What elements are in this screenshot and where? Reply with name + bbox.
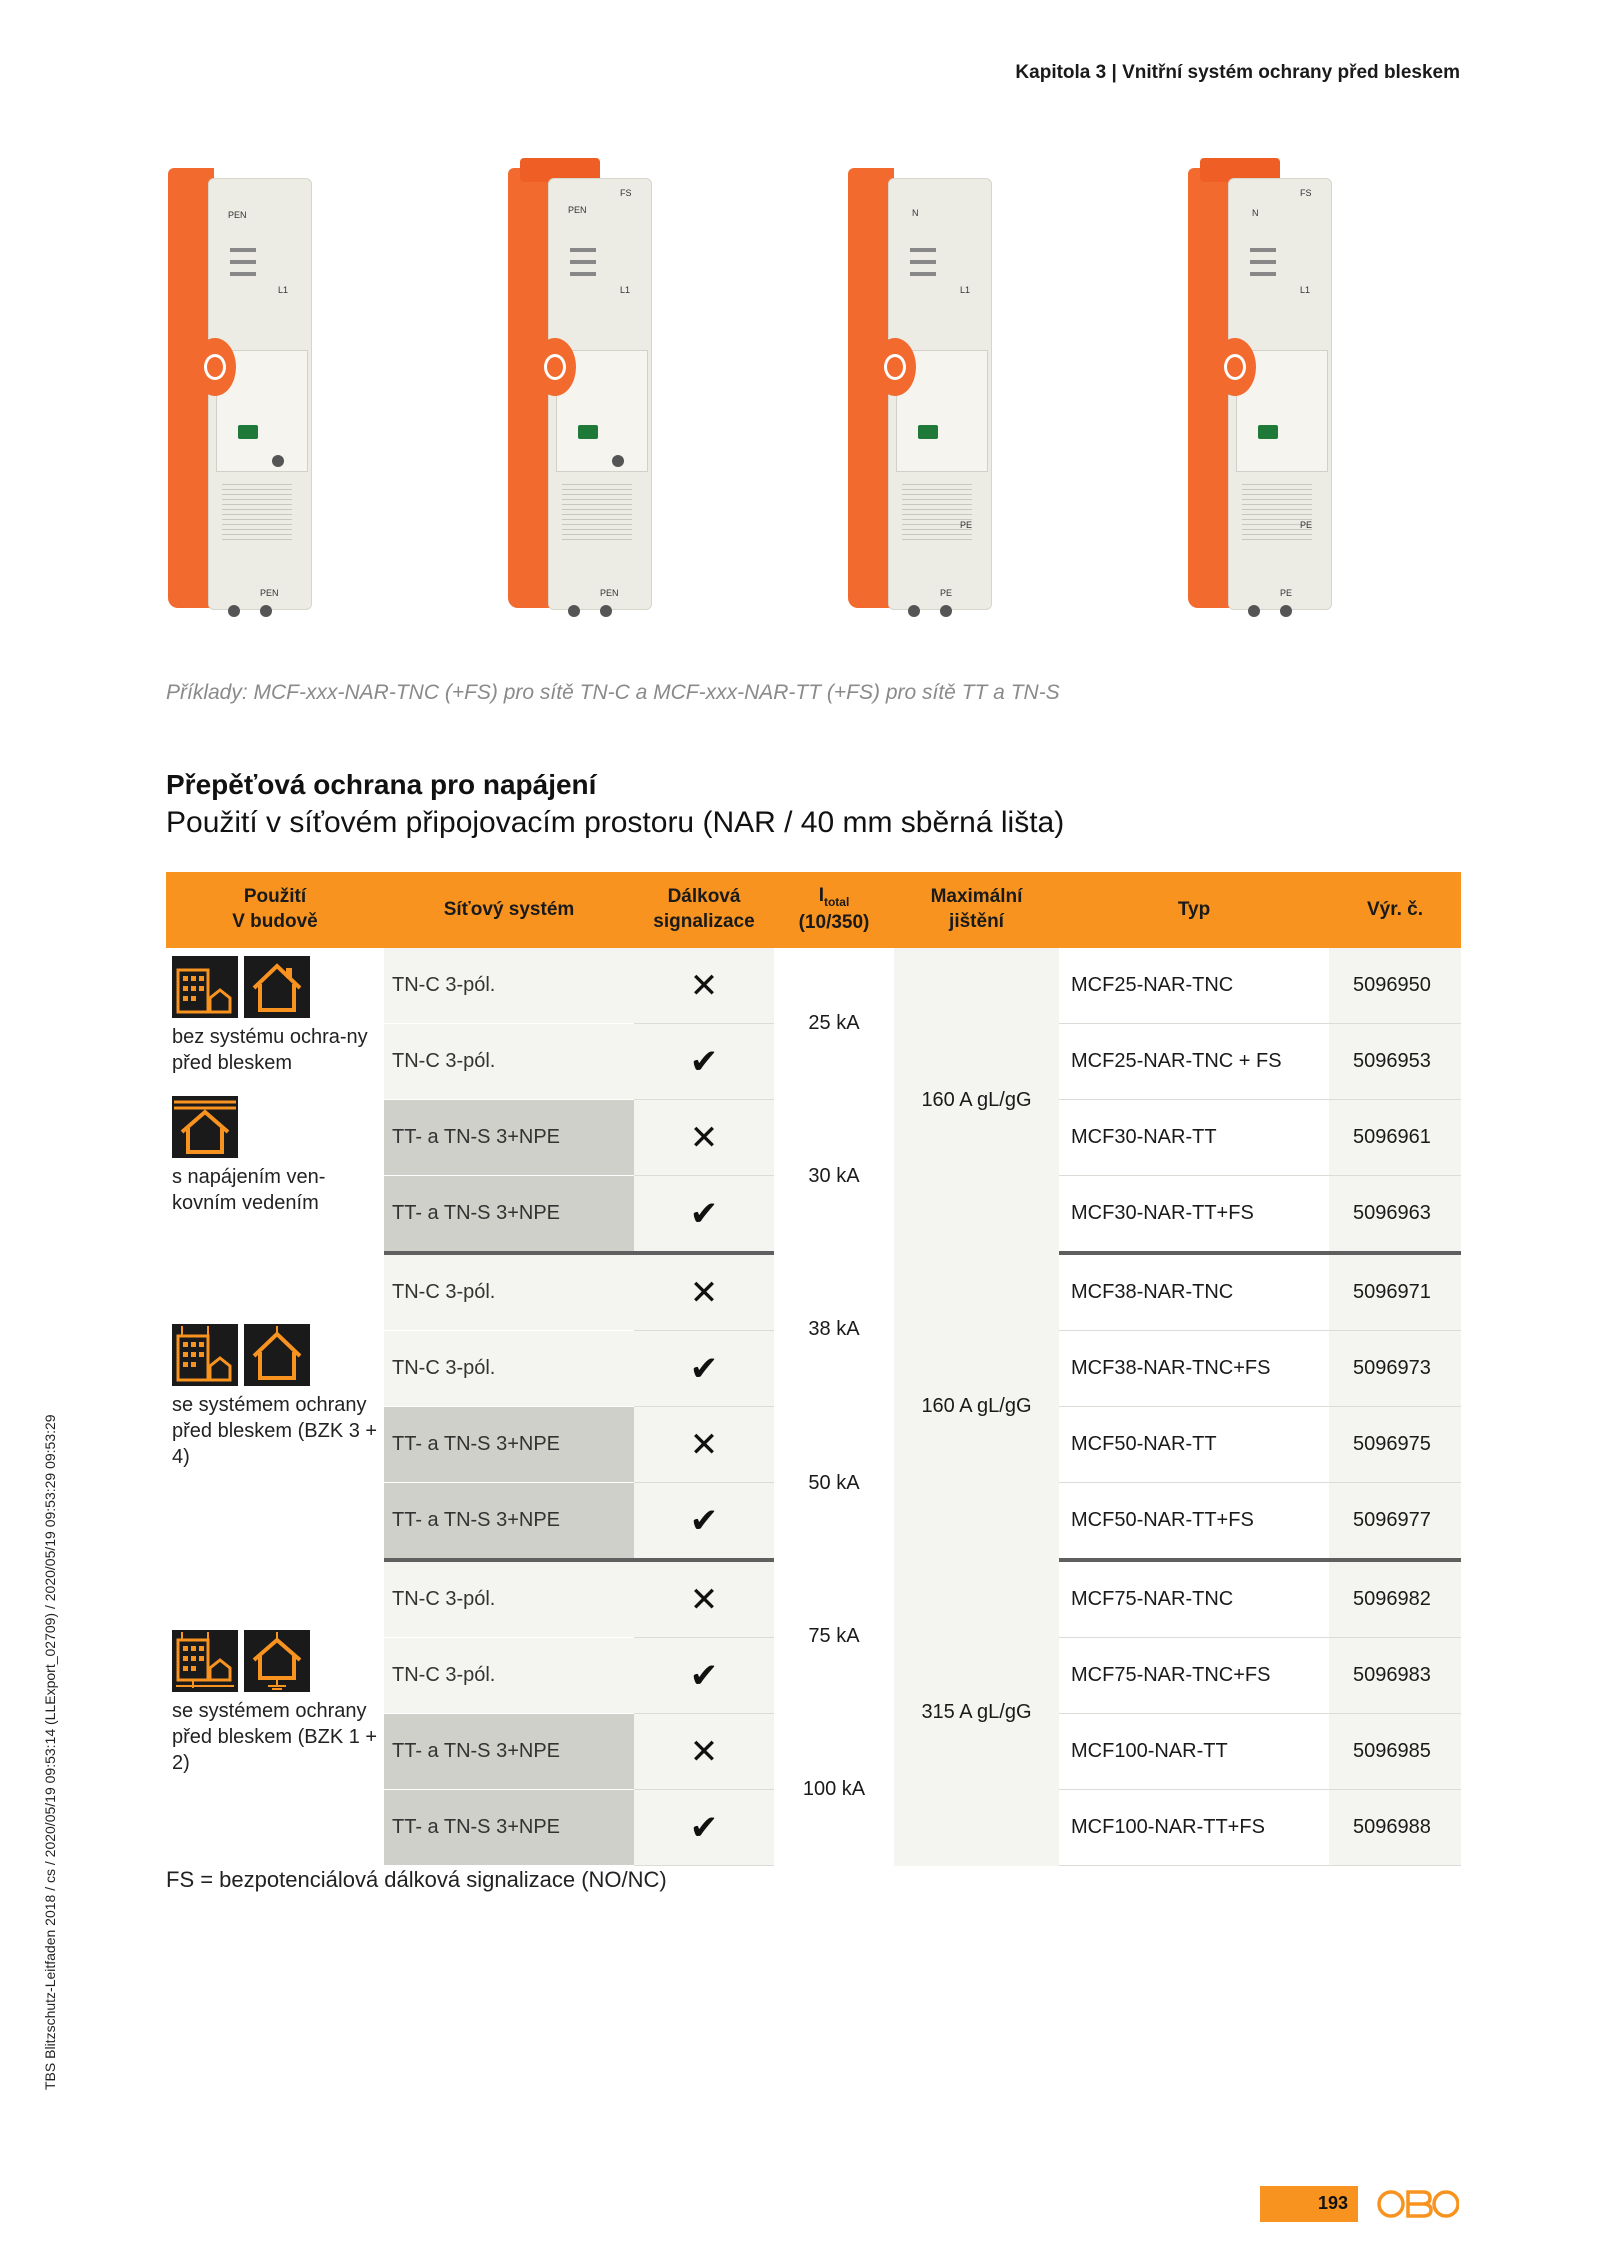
current-cell: 100 kA	[774, 1714, 894, 1866]
obo-logo-icon	[1214, 338, 1256, 396]
signal-cell	[634, 1024, 774, 1100]
device-label: L1	[278, 285, 289, 295]
fuse-cell: 160 A gL/gG	[894, 948, 1059, 1253]
device-label: PEN	[600, 588, 619, 598]
house-grounded-icon	[244, 1630, 310, 1692]
page-number: 193	[1317, 2193, 1348, 2213]
fuse-cell: 315 A gL/gG	[894, 1560, 1059, 1866]
device-label: L1	[620, 285, 631, 295]
network-cell: TN-C 3-pól.	[384, 1253, 634, 1331]
device-label: PEN	[568, 205, 587, 215]
type-cell: MCF100-NAR-TT+FS	[1059, 1790, 1329, 1866]
signal-cell	[634, 1331, 774, 1407]
type-cell: MCF30-NAR-TT+FS	[1059, 1176, 1329, 1254]
table-row	[166, 1253, 1461, 1331]
network-cell: TN-C 3-pól.	[384, 948, 634, 1024]
network-cell: TT- a TN-S 3+NPE	[384, 1176, 634, 1254]
building-icon	[172, 956, 238, 1018]
type-cell: MCF75-NAR-TNC	[1059, 1560, 1329, 1638]
check-icon: ✔	[689, 1807, 719, 1848]
signal-cell	[634, 1560, 774, 1638]
column-header-signal: Dálková signalizace	[634, 872, 774, 948]
usage-text: se systémem ochrany před bleskem (BZK 1 + 2)	[172, 1699, 378, 1774]
page-number-box	[1260, 2186, 1358, 2222]
check-icon: ✔	[689, 1500, 719, 1541]
signal-cell	[634, 948, 774, 1024]
cross-icon: ✕	[689, 1579, 719, 1620]
building-lpz-icon	[172, 1324, 238, 1386]
fuse-cell: 160 A gL/gG	[894, 1253, 1059, 1560]
article-cell: 5096988	[1329, 1790, 1461, 1866]
signal-cell	[634, 1253, 774, 1331]
current-cell: 30 kA	[774, 1100, 894, 1254]
side-metadata: TBS Blitzschutz-Leitfaden 2018 / cs / 2020/05/19 09:53:14 (LLExport_02709) / 2020/05/19 09:53:29 09:53:29	[42, 1414, 58, 2090]
signal-cell	[634, 1790, 774, 1866]
type-cell: MCF75-NAR-TNC+FS	[1059, 1638, 1329, 1714]
chapter-header: Kapitola 3 | Vnitřní systém ochrany před bleskem	[1015, 62, 1460, 83]
section-title: Přepěťová ochrana pro napájení	[166, 769, 597, 800]
device-label: L1	[1300, 285, 1311, 295]
cross-icon: ✕	[689, 1731, 719, 1772]
column-header-network: Síťový systém	[384, 872, 634, 948]
usage-text: bez systému ochra-ny před bleskem	[172, 1026, 368, 1074]
signal-cell	[634, 1176, 774, 1254]
device-label: N	[912, 208, 919, 218]
table-header-row	[166, 872, 1461, 948]
check-icon: ✔	[689, 1348, 719, 1389]
check-icon: ✔	[689, 1193, 719, 1234]
obo-logo-icon	[194, 338, 236, 396]
cross-icon: ✕	[689, 1424, 719, 1465]
column-header-usage: Použití V budově	[166, 872, 384, 948]
article-cell: 5096950	[1329, 948, 1461, 1024]
device-label: PE	[1300, 520, 1313, 530]
column-header-fuse: Maximální jištění	[894, 872, 1059, 948]
type-cell: MCF50-NAR-TT+FS	[1059, 1483, 1329, 1561]
signal-cell	[634, 1407, 774, 1483]
article-cell: 5096963	[1329, 1176, 1461, 1254]
device-label: PE	[940, 588, 953, 598]
house-icon	[244, 956, 310, 1018]
check-icon: ✔	[689, 1041, 719, 1082]
usage-cell	[166, 1560, 384, 1866]
column-header-type: Typ	[1059, 872, 1329, 948]
product-device-3	[840, 150, 1015, 640]
article-cell: 5096982	[1329, 1560, 1461, 1638]
type-cell: MCF50-NAR-TT	[1059, 1407, 1329, 1483]
column-header-current: $I_{total}$ (10/350)	[774, 872, 894, 948]
cross-icon: ✕	[689, 1117, 719, 1158]
device-label: N	[1252, 208, 1259, 218]
type-cell: MCF25-NAR-TNC + FS	[1059, 1024, 1329, 1100]
usage-cell	[166, 948, 384, 1253]
type-cell: MCF38-NAR-TNC+FS	[1059, 1331, 1329, 1407]
table-row	[166, 1560, 1461, 1638]
article-cell: 5096953	[1329, 1024, 1461, 1100]
network-cell: TN-C 3-pól.	[384, 1024, 634, 1100]
product-table	[166, 872, 1461, 1866]
column-header-article: Výr. č.	[1329, 872, 1461, 948]
table-row	[166, 948, 1461, 1024]
type-cell: MCF38-NAR-TNC	[1059, 1253, 1329, 1331]
network-cell: TT- a TN-S 3+NPE	[384, 1714, 634, 1790]
obo-logo	[1377, 2188, 1459, 2220]
article-cell: 5096975	[1329, 1407, 1461, 1483]
article-cell: 5096985	[1329, 1714, 1461, 1790]
product-photos	[160, 150, 1460, 650]
check-icon: ✔	[689, 1655, 719, 1696]
current-cell: 50 kA	[774, 1407, 894, 1561]
device-label: FS	[1300, 188, 1312, 198]
network-cell: TT- a TN-S 3+NPE	[384, 1483, 634, 1561]
type-cell: MCF100-NAR-TT	[1059, 1714, 1329, 1790]
current-cell: 38 kA	[774, 1253, 894, 1407]
usage-text: s napájením ven-kovním vedením	[172, 1166, 326, 1214]
network-cell: TT- a TN-S 3+NPE	[384, 1100, 634, 1176]
product-device-4	[1180, 150, 1355, 640]
type-cell: MCF30-NAR-TT	[1059, 1100, 1329, 1176]
article-cell: 5096977	[1329, 1483, 1461, 1561]
product-device-2	[500, 150, 675, 640]
product-device-1	[160, 150, 335, 640]
device-label: PE	[960, 520, 973, 530]
usage-cell	[166, 1253, 384, 1560]
device-label: PE	[1280, 588, 1293, 598]
current-cell: 25 kA	[774, 948, 894, 1100]
article-cell: 5096971	[1329, 1253, 1461, 1331]
cross-icon: ✕	[689, 965, 719, 1006]
network-cell: TN-C 3-pól.	[384, 1638, 634, 1714]
usage-text: se systémem ochrany před bleskem (BZK 3 + 4)	[172, 1393, 378, 1468]
device-label: PEN	[260, 588, 279, 598]
house-lpz-icon	[244, 1324, 310, 1386]
cross-icon: ✕	[689, 1272, 719, 1313]
product-caption: Příklady: MCF-xxx-NAR-TNC (+FS) pro sítě TN-C a MCF-xxx-NAR-TT (+FS) pro sítě TT a TN-S	[166, 681, 1060, 704]
building-grounded-icon	[172, 1630, 238, 1692]
obo-logo-icon	[534, 338, 576, 396]
network-cell: TN-C 3-pól.	[384, 1331, 634, 1407]
network-cell: TT- a TN-S 3+NPE	[384, 1407, 634, 1483]
overhead-line-house-icon	[172, 1096, 238, 1158]
article-cell: 5096983	[1329, 1638, 1461, 1714]
section-subtitle: Použití v síťovém připojovacím prostoru (NAR / 40 mm sběrná lišta)	[166, 806, 1065, 839]
signal-cell	[634, 1714, 774, 1790]
device-label: L1	[960, 285, 971, 295]
type-cell: MCF25-NAR-TNC	[1059, 948, 1329, 1024]
signal-cell	[634, 1100, 774, 1176]
article-cell: 5096961	[1329, 1100, 1461, 1176]
device-label: PEN	[228, 210, 247, 220]
device-label: FS	[620, 188, 632, 198]
current-cell: 75 kA	[774, 1560, 894, 1714]
network-cell: TN-C 3-pól.	[384, 1560, 634, 1638]
signal-cell	[634, 1638, 774, 1714]
network-cell: TT- a TN-S 3+NPE	[384, 1790, 634, 1866]
footnote: FS = bezpotenciálová dálková signalizace (NO/NC)	[166, 1867, 667, 1892]
signal-cell	[634, 1483, 774, 1561]
article-cell: 5096973	[1329, 1331, 1461, 1407]
obo-logo-icon	[874, 338, 916, 396]
